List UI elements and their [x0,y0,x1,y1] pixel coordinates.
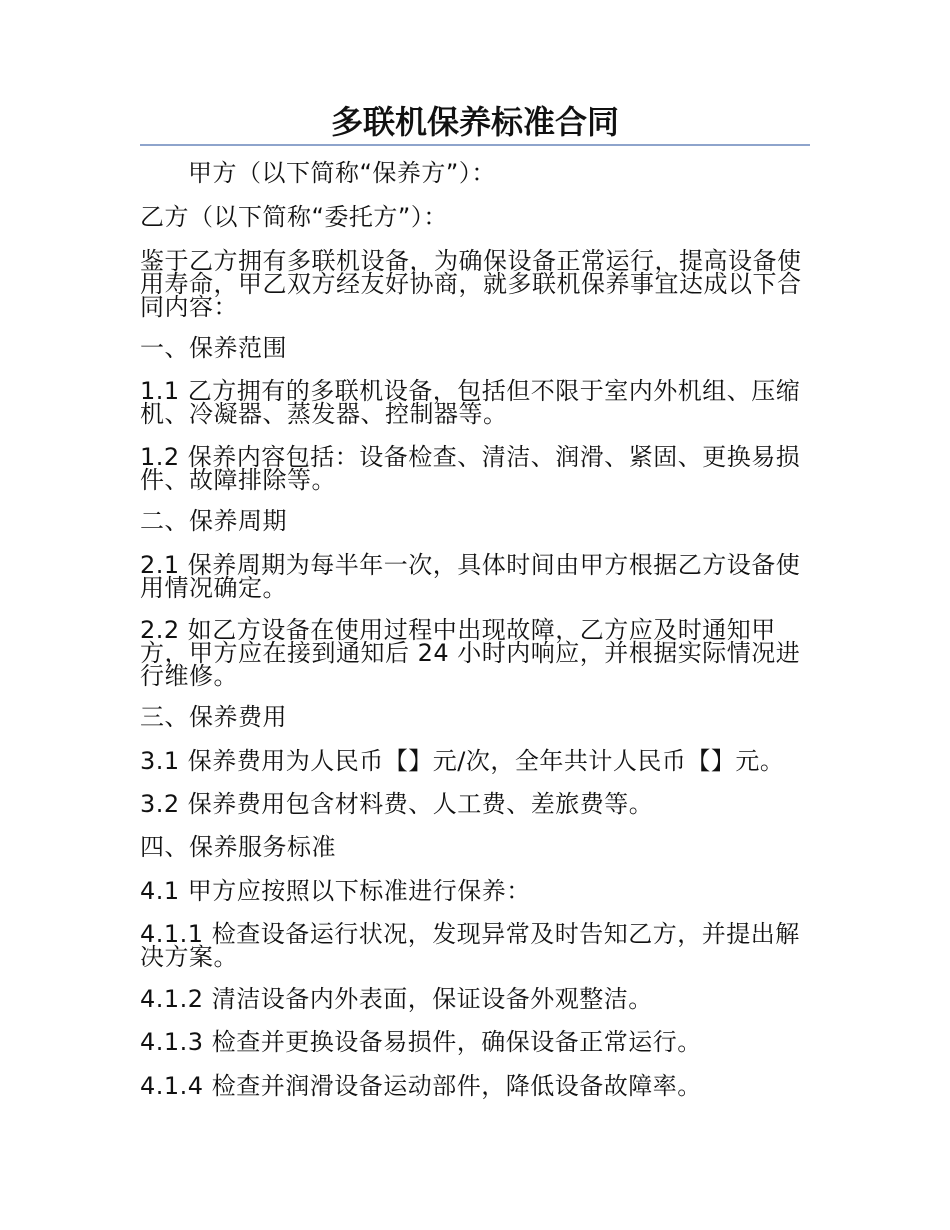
party-a-line: 甲方（以下简称“保养方”）： [188,159,496,187]
section-heading-2: 二、保养周期 [140,507,287,535]
clause-2-2: 2.2 如乙方设备在使用过程中出现故障，乙方应及时通知甲方，甲方应在接到通知后 24 小时内响应，并根据实际情况进行维修。 [140,616,801,690]
clause-3-1: 3.1 保养费用为人民币【】元/次，全年共计人民币【】元。 [140,747,785,775]
clause-4-1-1: 4.1.1 检查设备运行状况，发现异常及时告知乙方，并提出解决方案。 [140,920,800,971]
clause-3-2: 3.2 保养费用包含材料费、人工费、差旅费等。 [140,790,654,818]
clause-1-2: 1.2 保养内容包括：设备检查、清洁、润滑、紧固、更换易损件、故障排除等。 [140,443,801,494]
clause-4-1-4: 4.1.4 检查并润滑设备运动部件，降低设备故障率。 [140,1072,702,1100]
section-heading-4: 四、保养服务标准 [140,833,336,861]
section-heading-3: 三、保养费用 [140,703,287,731]
clause-4-1-2: 4.1.2 清洁设备内外表面，保证设备外观整洁。 [140,985,653,1013]
clause-2-1: 2.1 保养周期为每半年一次，具体时间由甲方根据乙方设备使用情况确定。 [140,551,801,602]
section-heading-1: 一、保养范围 [140,334,287,362]
clause-4-1: 4.1 甲方应按照以下标准进行保养： [140,877,531,905]
party-b-line: 乙方（以下简称“委托方”）： [140,203,448,231]
clause-1-1: 1.1 乙方拥有的多联机设备，包括但不限于室内外机组、压缩机、冷凝器、蒸发器、控制器等。 [140,377,801,428]
preamble-paragraph: 鉴于乙方拥有多联机设备，为确保设备正常运行，提高设备使用寿命，甲乙双方经友好协商，就多联机保养事宜达成以下合同内容： [140,247,802,321]
clause-4-1-3: 4.1.3 检查并更换设备易损件，确保设备正常运行。 [140,1028,702,1056]
document-title: 多联机保养标准合同 [140,100,810,146]
